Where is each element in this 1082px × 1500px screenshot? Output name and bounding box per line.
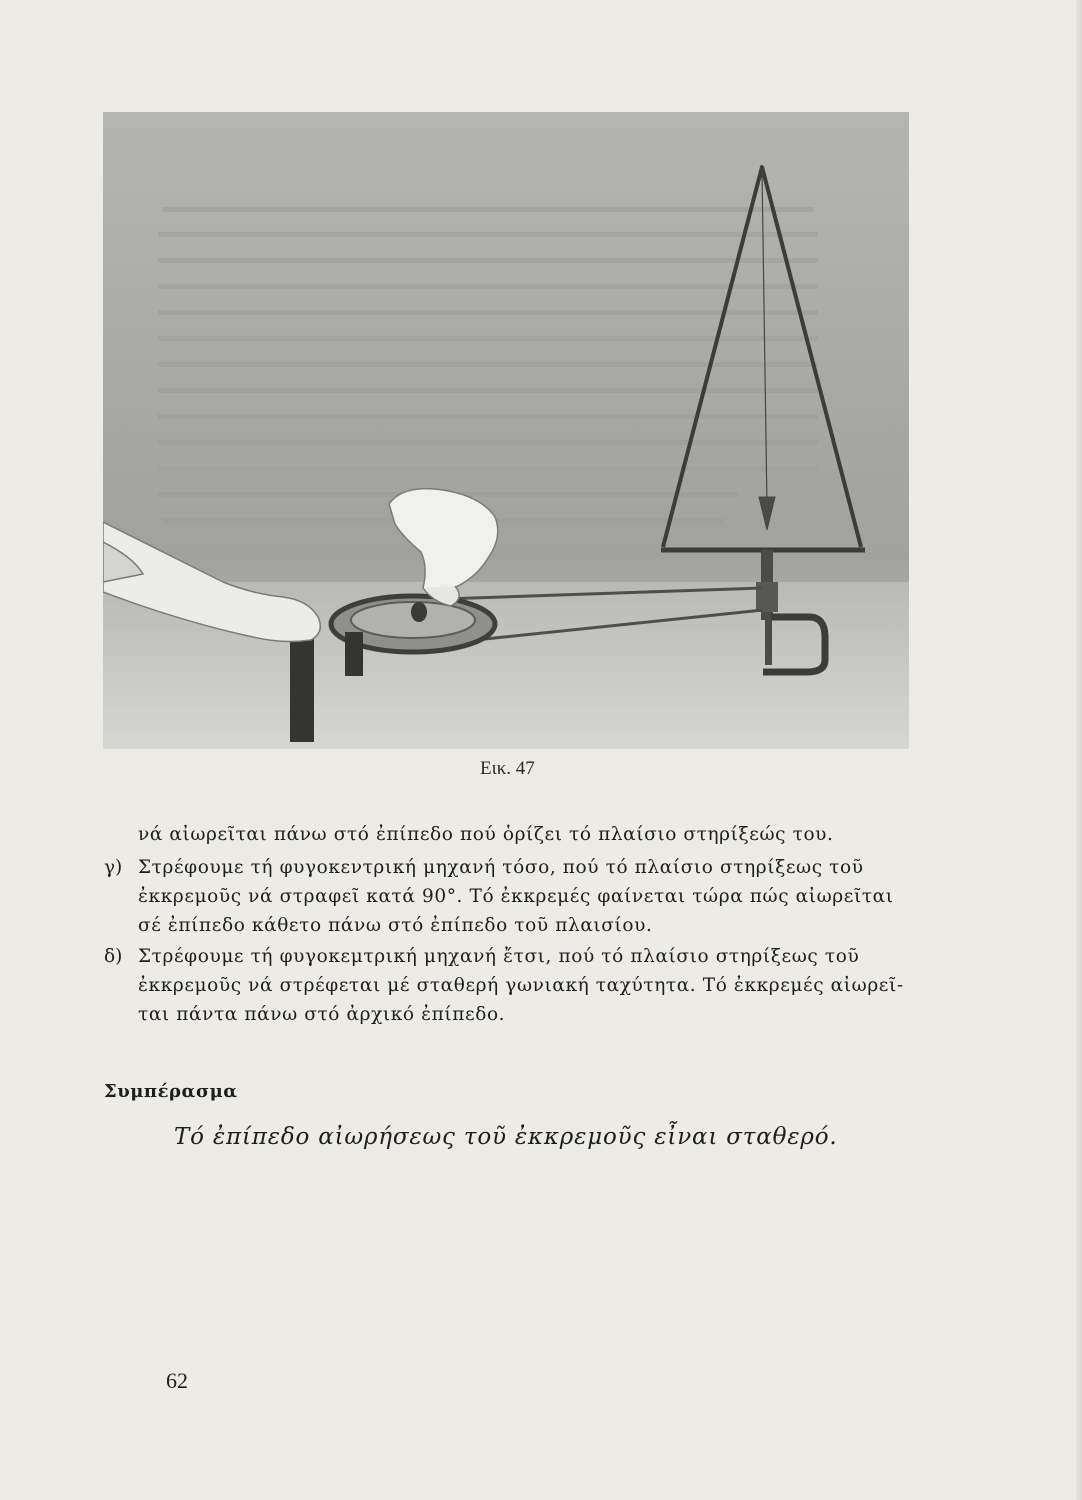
figure-caption: Εικ. 47 <box>480 758 535 779</box>
item-delta-line-3: ται πάντα πάνω στό ἀρχικό ἐπίπεδο. <box>138 1004 506 1025</box>
text-line-continuation: νά αἰωρεῖται πάνω στό ἐπίπεδο πού ὁρίζει τό πλαίσιο στηρίξεώς του. <box>138 824 834 845</box>
conclusion-statement: Τό ἐπίπεδο αἰωρήσεως τοῦ ἐκκρεμοῦς εἶναι σταθερό. <box>174 1124 838 1150</box>
item-gamma-line-1: Στρέφουμε τή φυγοκεντρική μηχανή τόσο, πού τό πλαίσιο στηρίξεως τοῦ <box>138 857 864 878</box>
item-gamma-line-2: ἐκκρεμοῦς νά στραφεῖ κατά 90°. Τό ἐκκρεμές φαίνεται τώρα πώς αἰωρεῖται <box>138 886 894 907</box>
item-delta-line-2: ἐκκρεμοῦς νά στρέφεται μέ σταθερή γωνιακή ταχύτητα. Τό ἐκκρεμές αἰωρεῖ- <box>138 975 904 996</box>
item-marker-delta: δ) <box>104 946 123 967</box>
conclusion-heading: Συμπέρασμα <box>104 1081 238 1102</box>
item-gamma-line-3: σέ ἐπίπεδο κάθετο πάνω στό ἐπίπεδο τοῦ πλαισίου. <box>138 915 653 936</box>
item-marker-gamma: γ) <box>104 857 123 878</box>
item-delta-line-1: Στρέφουμε τή φυγοκεμτρική μηχανή ἔτσι, πού τό πλαίσιο στηρίξεως τοῦ <box>138 946 860 967</box>
figure-photo <box>103 112 909 749</box>
page-edge <box>1076 0 1082 1500</box>
page-number: 62 <box>166 1368 188 1393</box>
